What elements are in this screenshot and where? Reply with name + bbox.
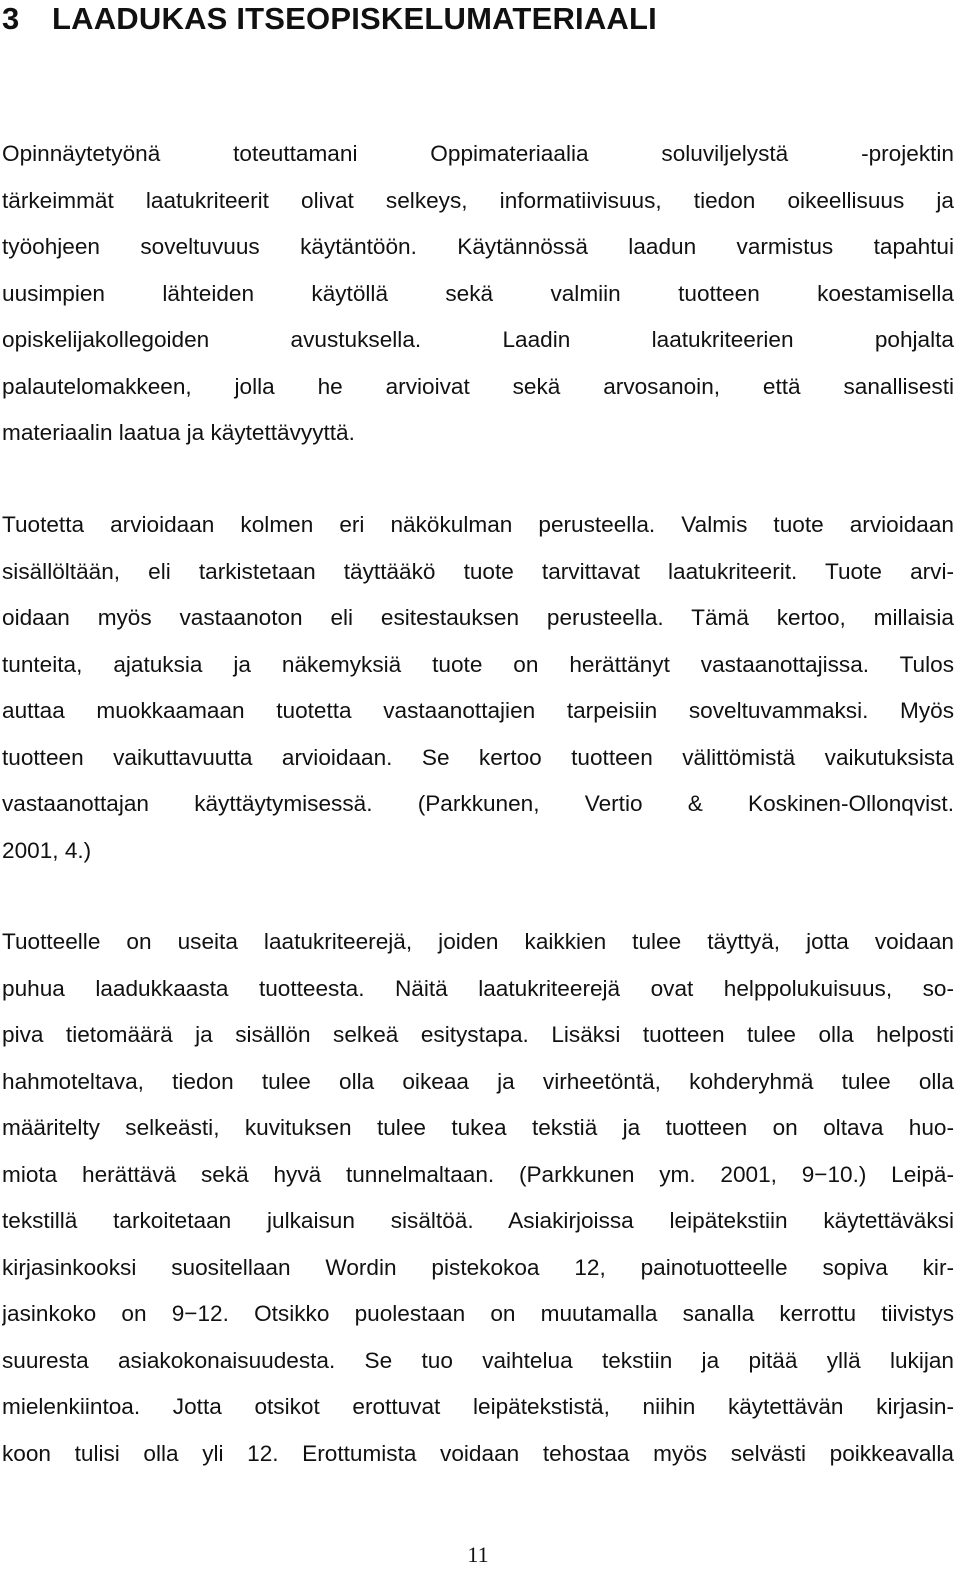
text-line: hahmoteltava, tiedon tulee olla oikeaa ja virheetöntä, kohderyhmä tulee olla [2,1068,954,1094]
text-line: Tuotetta arvioidaan kolmen eri näkökulman perusteella. Valmis tuote arvioidaan [2,512,954,537]
text-line: palautelomakkeen, jolla he arvioivat sekä arvosanoin, että sanallisesti [2,373,954,399]
chapter-number: 3 [2,1,20,36]
text-line: määritelty selkeästi, kuvituksen tulee tukea tekstiä ja tuotteen on oltava huo- [2,1115,954,1140]
text-line: tärkeimmät laatukriteerit olivat selkeys, informatiivisuus, tiedon oikeellisuus ja [2,187,954,213]
paragraph-quality-criteria [2,131,954,457]
text-line: koon tulisi olla yli 12. Erottumista voidaan tehostaa myös selvästi poikkeavalla [2,1440,954,1466]
paragraph-evaluation [2,502,954,874]
text-line: sisällöltään, eli tarkistetaan täyttääkö tuote tarvittavat laatukriteerit. Tuote arvi- [2,558,954,584]
text-line: kirjasinkooksi suositellaan Wordin pistekokoa 12, painotuotteelle sopiva kir- [2,1254,954,1280]
text-line: materiaalin laatua ja käytettävyyttä. [2,420,355,445]
text-line: tekstillä tarkoitetaan julkaisun sisältöä. Asiakirjoissa leipätekstiin käytettäväksi [2,1208,954,1233]
text-line: mielenkiintoa. Jotta otsikot erottuvat leipätekstistä, niihin käytettävän kirjasin- [2,1394,954,1419]
text-line: uusimpien lähteiden käytöllä sekä valmiin tuotteen koestamisella [2,280,954,306]
text-line: oidaan myös vastaanoton eli esitestauksen perusteella. Tämä kertoo, millaisia [2,605,954,630]
text-line: piva tietomäärä ja sisällön selkeä esitystapa. Lisäksi tuotteen tulee olla helposti [2,1022,954,1047]
chapter-title: LAADUKAS ITSEOPISKELUMATERIAALI [52,1,657,36]
text-line: opiskelijakollegoiden avustuksella. Laadin laatukriteerien pohjalta [2,327,954,352]
text-line: suuresta asiakokonaisuudesta. Se tuo vaihtelua tekstiin ja pitää yllä lukijan [2,1347,954,1373]
text-line: miota herättävä sekä hyvä tunnelmaltaan. (Parkkunen ym. 2001, 9−10.) Leipä- [2,1161,954,1187]
text-line: Opinnäytetyönä toteuttamani Oppimateriaalia soluviljelystä -projektin [2,141,954,166]
text-line: jasinkoko on 9−12. Otsikko puolestaan on muutamalla sanalla kerrottu tiivistys [2,1301,954,1326]
text-line: 2001, 4.) [2,837,92,863]
chapter-heading [2,0,657,38]
paragraph-criteria-details [2,919,954,1477]
page-number: 11 [467,1542,489,1567]
text-line: tunteita, ajatuksia ja näkemyksiä tuote on herättänyt vastaanottajissa. Tulos [2,651,954,677]
text-line: puhua laadukkaasta tuotteesta. Näitä laatukriteerejä ovat helppolukuisuus, so- [2,975,954,1001]
text-line: vastaanottajan käyttäytymisessä. (Parkkunen, Vertio & Koskinen-Ollonqvist. [2,791,954,816]
text-line: tuotteen vaikuttavuutta arvioidaan. Se kertoo tuotteen välittömistä vaikutuksista [2,744,954,770]
text-line: Tuotteelle on useita laatukriteerejä, joiden kaikkien tulee täyttyä, jotta voidaan [2,929,954,954]
text-line: työohjeen soveltuvuus käytäntöön. Käytännössä laadun varmistus tapahtui [2,234,954,259]
text-line: auttaa muokkaamaan tuotetta vastaanottajien tarpeisiin soveltuvammaksi. Myös [2,698,954,723]
